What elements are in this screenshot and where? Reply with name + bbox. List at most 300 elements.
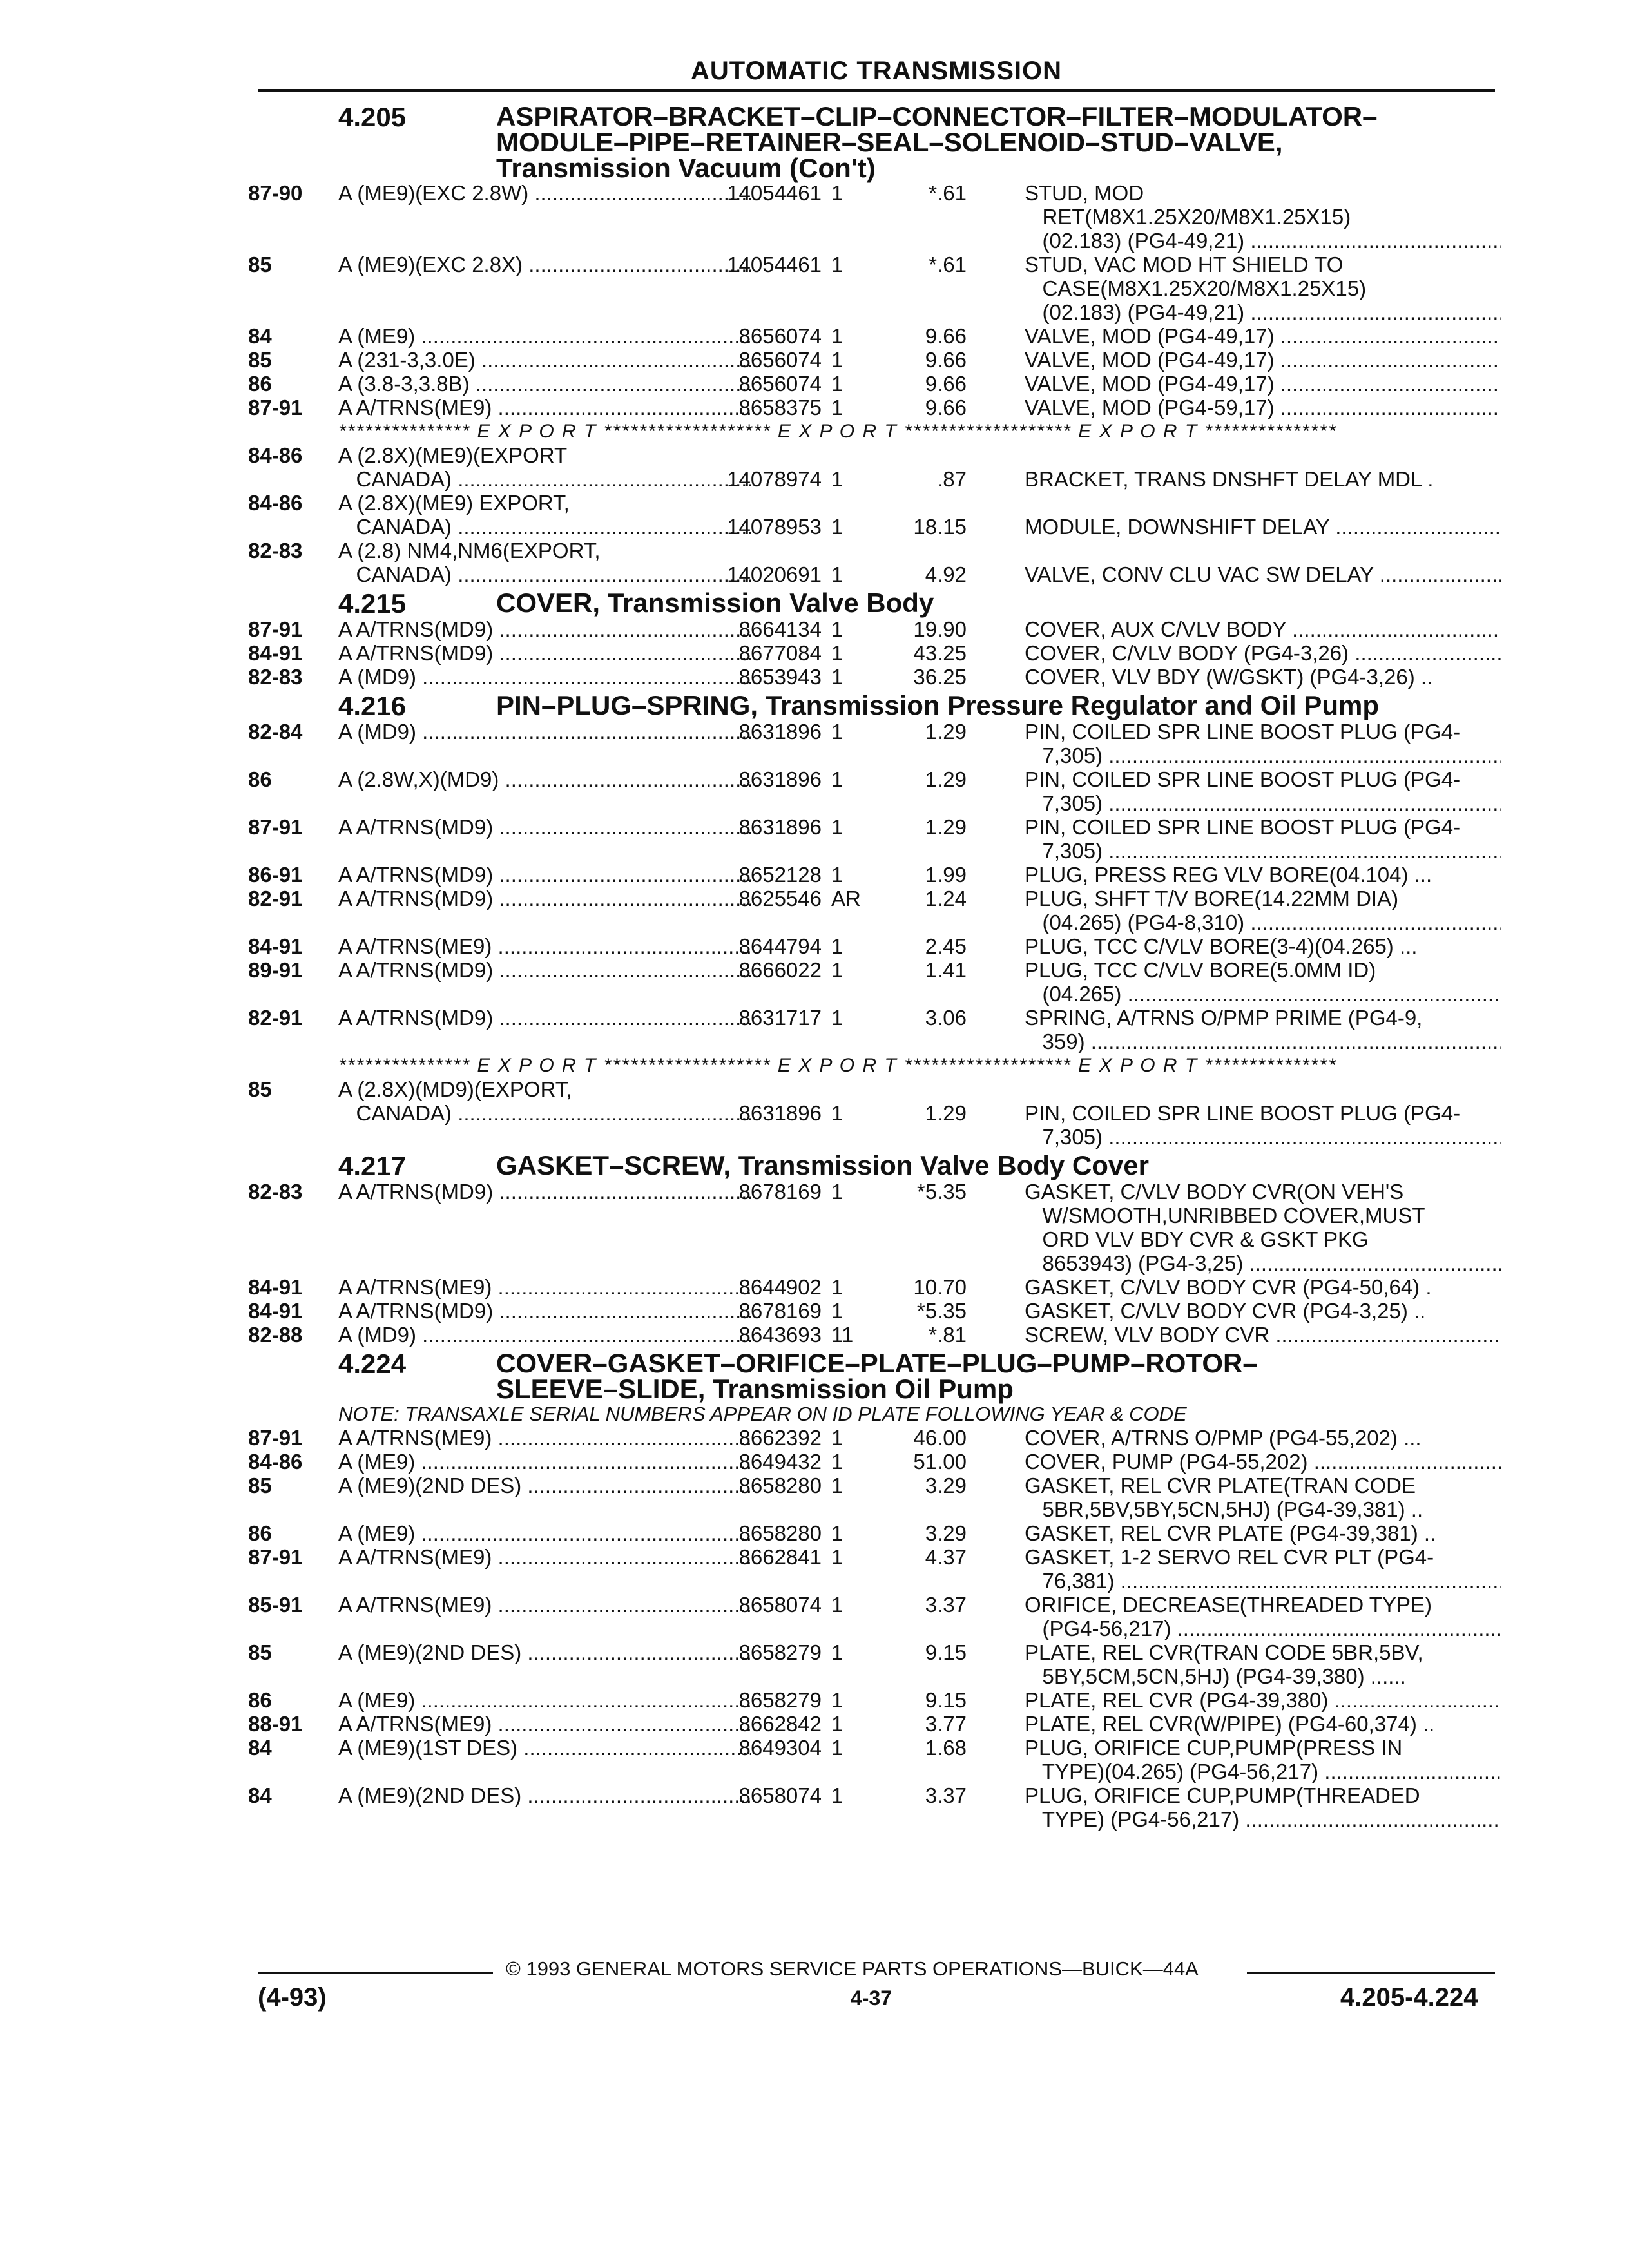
part-number: 8649304: [738, 1736, 822, 1760]
part-row: [248, 1474, 1501, 1497]
part-name: PLUG, SHFT T/V BORE(14.22MM DIA): [1025, 887, 1399, 910]
quantity: 1: [831, 1275, 843, 1299]
footer-date-code: (4-93): [258, 1983, 327, 2012]
part-number: 8631896: [738, 720, 822, 744]
part-row: [248, 1030, 1501, 1053]
model-years: 85-91: [248, 1593, 303, 1617]
section-title-line: COVER–GASKET–ORIFICE–PLATE–PLUG–PUMP–ROTOR–: [496, 1348, 1258, 1378]
price: 18.15: [913, 515, 967, 539]
section-title-line: ASPIRATOR–BRACKET–CLIP–CONNECTOR–FILTER–MODULATOR–: [496, 101, 1378, 131]
part-number: 8656074: [738, 324, 822, 348]
section-title: [496, 1150, 1501, 1180]
application: A A/TRNS(MD9) .....: [338, 1180, 751, 1204]
application: A A/TRNS(MD9) .....: [338, 887, 751, 910]
part-number: 8677084: [738, 641, 822, 665]
part-number: 8656074: [738, 348, 822, 372]
model-years: 84-91: [248, 934, 303, 958]
model-years: 87-91: [248, 396, 303, 419]
part-name: COVER, AUX C/VLV BODY .....: [1025, 617, 1501, 641]
application: A A/TRNS(MD9) .....: [338, 1006, 751, 1030]
part-row: [248, 815, 1501, 839]
part-row: [248, 562, 1501, 586]
part-name: MODULE, DOWNSHIFT DELAY .....: [1025, 515, 1501, 539]
part-name: PLUG, TCC C/VLV BORE(5.0MM ID): [1025, 958, 1376, 982]
price: *5.35: [916, 1299, 967, 1323]
application: A A/TRNS(MD9) .....: [338, 863, 751, 887]
part-row: [248, 863, 1501, 887]
quantity: 1: [831, 665, 843, 689]
quantity: 1: [831, 641, 843, 665]
quantity: 1: [831, 934, 843, 958]
quantity: 1: [831, 515, 843, 539]
price: 51.00: [913, 1450, 967, 1474]
quantity: 1: [831, 1736, 843, 1760]
application: A A/TRNS(ME9) .....: [338, 1593, 751, 1617]
part-number: 14054461: [727, 181, 822, 205]
part-number: 8664134: [738, 617, 822, 641]
model-years: 87-90: [248, 181, 303, 205]
quantity: 1: [831, 1474, 843, 1497]
price: 1.29: [925, 1101, 967, 1125]
part-row: [248, 665, 1501, 689]
footer-rule-right: [1247, 1972, 1495, 1974]
part-number: 8658279: [738, 1640, 822, 1664]
quantity: 1: [831, 1180, 843, 1204]
section-title-line: Transmission Vacuum (Con't): [496, 153, 876, 183]
model-years: 84: [248, 1783, 272, 1807]
model-years: 87-91: [248, 815, 303, 839]
part-row: [248, 887, 1501, 910]
part-row: [248, 791, 1501, 815]
part-name: (PG4-56,217) .....: [1025, 1617, 1501, 1640]
model-years: 82-84: [248, 720, 303, 744]
part-name: W/SMOOTH,UNRIBBED COVER,MUST: [1025, 1204, 1425, 1227]
part-number: 8653943: [738, 665, 822, 689]
part-row: [248, 1299, 1501, 1323]
part-row: [248, 1736, 1501, 1760]
part-row: [248, 1275, 1501, 1299]
section-number: 4.205: [338, 102, 407, 132]
application: A (ME9) .....: [338, 1688, 751, 1712]
part-row: [248, 1712, 1501, 1736]
application: CANADA) .....: [338, 515, 751, 539]
part-row: [248, 539, 1501, 562]
quantity: 1: [831, 1426, 843, 1450]
part-row: [248, 300, 1501, 324]
application: CANADA) .....: [338, 1101, 751, 1125]
application: A (3.8-3,3.8B) .....: [338, 372, 751, 396]
price: 46.00: [913, 1426, 967, 1450]
application: A A/TRNS(ME9) .....: [338, 1275, 751, 1299]
application: CANADA) .....: [338, 467, 751, 491]
part-name: PIN, COILED SPR LINE BOOST PLUG (PG4-: [1025, 815, 1461, 839]
quantity: 1: [831, 720, 843, 744]
quantity: 1: [831, 324, 843, 348]
model-years: 85: [248, 1640, 272, 1664]
quantity: 1: [831, 958, 843, 982]
part-name: VALVE, MOD (PG4-49,17) .....: [1025, 348, 1501, 372]
model-years: 84-86: [248, 1450, 303, 1474]
application: A (ME9) .....: [338, 324, 751, 348]
application: A (ME9) .....: [338, 1450, 751, 1474]
price: 3.77: [925, 1712, 967, 1736]
part-row: [248, 324, 1501, 348]
part-name: COVER, A/TRNS O/PMP (PG4-55,202) ...: [1025, 1426, 1422, 1450]
export-divider: *************** E X P O R T ******************* E X P O R T ******************* E X P O R T ***************: [338, 421, 1337, 442]
quantity: 1: [831, 348, 843, 372]
part-number: 8678169: [738, 1180, 822, 1204]
footer-rule-left: [258, 1972, 493, 1974]
application: A (2.8X)(ME9) EXPORT,: [338, 491, 570, 515]
model-years: 84-86: [248, 443, 303, 467]
price: 3.06: [925, 1006, 967, 1030]
application: A A/TRNS(MD9) .....: [338, 958, 751, 982]
quantity: 1: [831, 467, 843, 491]
part-row: [248, 1640, 1501, 1664]
application: A A/TRNS(ME9) .....: [338, 1426, 751, 1450]
price: 3.29: [925, 1521, 967, 1545]
application: A A/TRNS(MD9) .....: [338, 617, 751, 641]
section-note: NOTE: TRANSAXLE SERIAL NUMBERS APPEAR ON ID PLATE FOLLOWING YEAR & CODE: [338, 1403, 1187, 1425]
part-number: 8625546: [738, 887, 822, 910]
quantity: 1: [831, 767, 843, 791]
part-number: 8631717: [738, 1006, 822, 1030]
part-row: [248, 934, 1501, 958]
application: A (2.8W,X)(MD9) .....: [338, 767, 751, 791]
application: A A/TRNS(ME9) .....: [338, 1545, 751, 1569]
part-row: [248, 1664, 1501, 1688]
part-row: [248, 1593, 1501, 1617]
section-title: [496, 101, 1501, 183]
part-number: 8631896: [738, 1101, 822, 1125]
quantity: 1: [831, 253, 843, 276]
price: 9.66: [925, 324, 967, 348]
part-row: [248, 1569, 1501, 1593]
part-name: SPRING, A/TRNS O/PMP PRIME (PG4-9,: [1025, 1006, 1423, 1030]
part-number: 8631896: [738, 767, 822, 791]
application: A (ME9)(EXC 2.8W) .....: [338, 181, 751, 205]
quantity: 11: [831, 1323, 854, 1347]
application: A (231-3,3.0E) .....: [338, 348, 751, 372]
part-row: [248, 467, 1501, 491]
part-name: 7,305) .....: [1025, 791, 1501, 815]
part-name: VALVE, MOD (PG4-59,17) .....: [1025, 396, 1501, 419]
part-row: [248, 617, 1501, 641]
application: A (2.8X)(MD9)(EXPORT,: [338, 1077, 572, 1101]
export-divider: *************** E X P O R T ******************* E X P O R T ******************* E X P O R T ***************: [338, 1055, 1337, 1076]
price: 19.90: [913, 617, 967, 641]
part-name: GASKET, 1-2 SERVO REL CVR PLT (PG4-: [1025, 1545, 1434, 1569]
part-row: [248, 1180, 1501, 1204]
application: A (ME9)(2ND DES) .....: [338, 1783, 751, 1807]
part-row: [248, 1783, 1501, 1807]
application: A (MD9) .....: [338, 665, 751, 689]
quantity: 1: [831, 863, 843, 887]
running-head: AUTOMATIC TRANSMISSION: [690, 57, 1063, 85]
price: 43.25: [913, 641, 967, 665]
model-years: 82-83: [248, 1180, 303, 1204]
price: 1.68: [925, 1736, 967, 1760]
part-name: PLUG, ORIFICE CUP,PUMP(THREADED: [1025, 1783, 1420, 1807]
part-name: 5BR,5BV,5BY,5CN,5HJ) (PG4-39,381) ..: [1025, 1497, 1423, 1521]
price: *.81: [929, 1323, 967, 1347]
part-number: 8658279: [738, 1688, 822, 1712]
quantity: 1: [831, 1783, 843, 1807]
model-years: 86-91: [248, 863, 303, 887]
quantity: 1: [831, 1299, 843, 1323]
model-years: 84-91: [248, 641, 303, 665]
part-row: [248, 372, 1501, 396]
section-heading: [248, 1150, 1501, 1181]
part-row: [248, 744, 1501, 767]
model-years: 82-91: [248, 1006, 303, 1030]
section-title-line: GASKET–SCREW, Transmission Valve Body Cover: [496, 1150, 1149, 1180]
quantity: 1: [831, 617, 843, 641]
section-title: [496, 590, 1501, 616]
part-row: [248, 276, 1501, 300]
part-number: 8649432: [738, 1450, 822, 1474]
section-heading: [248, 590, 1501, 617]
application: A (ME9)(1ST DES) .....: [338, 1736, 751, 1760]
header-rule: [258, 89, 1495, 92]
part-name: ORIFICE, DECREASE(THREADED TYPE): [1025, 1593, 1432, 1617]
quantity: 1: [831, 1101, 843, 1125]
part-name: PLUG, PRESS REG VLV BORE(04.104) ...: [1025, 863, 1432, 887]
part-number: 8658280: [738, 1474, 822, 1497]
model-years: 89-91: [248, 958, 303, 982]
part-row: [248, 1077, 1501, 1101]
price: 9.15: [925, 1640, 967, 1664]
part-name: TYPE) (PG4-56,217) .....: [1025, 1807, 1501, 1831]
quantity: 1: [831, 562, 843, 586]
part-name: GASKET, REL CVR PLATE (PG4-39,381) ..: [1025, 1521, 1436, 1545]
part-name: 5BY,5CM,5CN,5HJ) (PG4-39,380) ......: [1025, 1664, 1406, 1688]
section-title: [496, 1350, 1501, 1402]
part-number: 8658280: [738, 1521, 822, 1545]
part-name: 8653943) (PG4-3,25) .....: [1025, 1251, 1501, 1275]
model-years: 82-88: [248, 1323, 303, 1347]
part-name: BRACKET, TRANS DNSHFT DELAY MDL .: [1025, 467, 1434, 491]
quantity: 1: [831, 372, 843, 396]
part-row: [248, 1101, 1501, 1125]
application: CANADA) .....: [338, 562, 751, 586]
quantity: 1: [831, 1521, 843, 1545]
part-row: [248, 1323, 1501, 1347]
model-years: 85: [248, 253, 272, 276]
part-row: [248, 910, 1501, 934]
price: 9.66: [925, 396, 967, 419]
section-title-line: PIN–PLUG–SPRING, Transmission Pressure Regulator and Oil Pump: [496, 690, 1380, 720]
part-name: VALVE, MOD (PG4-49,17) .....: [1025, 324, 1501, 348]
model-years: 86: [248, 767, 272, 791]
part-row: [248, 1006, 1501, 1030]
part-row: [248, 396, 1501, 419]
section-number: 4.215: [338, 588, 407, 619]
price: 3.29: [925, 1474, 967, 1497]
model-years: 82-83: [248, 665, 303, 689]
price: 1.29: [925, 720, 967, 744]
part-row: [248, 1807, 1501, 1831]
part-name: RET(M8X1.25X20/M8X1.25X15): [1025, 205, 1351, 229]
application: A (ME9)(2ND DES) .....: [338, 1640, 751, 1664]
application: A (2.8) NM4,NM6(EXPORT,: [338, 539, 601, 562]
part-number: 14020691: [727, 562, 822, 586]
part-number: 8656074: [738, 372, 822, 396]
footer-page-number: 4-37: [851, 1986, 892, 2010]
part-name: 76,381) .....: [1025, 1569, 1501, 1593]
section-heading: [248, 1350, 1501, 1402]
price: .87: [937, 467, 967, 491]
part-row: [248, 1688, 1501, 1712]
section-heading: [248, 101, 1501, 183]
parts-list: [248, 100, 1501, 1831]
part-row: [248, 1497, 1501, 1521]
part-name: 359) .....: [1025, 1030, 1501, 1053]
price: 1.24: [925, 887, 967, 910]
part-number: 8644794: [738, 934, 822, 958]
part-row: [248, 958, 1501, 982]
model-years: 86: [248, 1521, 272, 1545]
part-name: ORD VLV BDY CVR & GSKT PKG: [1025, 1227, 1369, 1251]
application: A A/TRNS(MD9) .....: [338, 815, 751, 839]
part-name: (02.183) (PG4-49,21) .....: [1025, 300, 1501, 324]
application: A (MD9) .....: [338, 1323, 751, 1347]
application: A A/TRNS(ME9) .....: [338, 934, 751, 958]
application: A A/TRNS(MD9) .....: [338, 641, 751, 665]
application: A (ME9)(EXC 2.8X) .....: [338, 253, 751, 276]
model-years: 84-91: [248, 1299, 303, 1323]
part-name: GASKET, C/VLV BODY CVR (PG4-3,25) ..: [1025, 1299, 1426, 1323]
application: A (ME9) .....: [338, 1521, 751, 1545]
part-row: [248, 181, 1501, 205]
part-name: COVER, VLV BDY (W/GSKT) (PG4-3,26) ..: [1025, 665, 1433, 689]
part-name: (04.265) .....: [1025, 982, 1501, 1006]
quantity: 1: [831, 1545, 843, 1569]
model-years: 85: [248, 348, 272, 372]
part-name: GASKET, C/VLV BODY CVR (PG4-50,64) .: [1025, 1275, 1432, 1299]
part-number: 8658074: [738, 1593, 822, 1617]
part-name: PLATE, REL CVR(TRAN CODE 5BR,5BV,: [1025, 1640, 1423, 1664]
part-name: GASKET, REL CVR PLATE(TRAN CODE: [1025, 1474, 1416, 1497]
model-years: 86: [248, 372, 272, 396]
part-number: 8631896: [738, 815, 822, 839]
section-title: [496, 690, 1501, 720]
model-years: 84: [248, 324, 272, 348]
part-number: 8662841: [738, 1545, 822, 1569]
quantity: 1: [831, 396, 843, 419]
part-name: TYPE)(04.265) (PG4-56,217) .....: [1025, 1760, 1501, 1783]
footer-copyright: © 1993 GENERAL MOTORS SERVICE PARTS OPERATIONS—BUICK—44A: [506, 1957, 1199, 1980]
part-number: 8658074: [738, 1783, 822, 1807]
part-row: [248, 443, 1501, 467]
part-name: 7,305) .....: [1025, 1125, 1501, 1149]
part-row: [248, 229, 1501, 253]
part-number: 14054461: [727, 253, 822, 276]
application: A (MD9) .....: [338, 720, 751, 744]
price: 4.92: [925, 562, 967, 586]
part-number: 8666022: [738, 958, 822, 982]
quantity: 1: [831, 1712, 843, 1736]
section-title-line: MODULE–PIPE–RETAINER–SEAL–SOLENOID–STUD–VALVE,: [496, 127, 1283, 157]
application: A (ME9)(2ND DES) .....: [338, 1474, 751, 1497]
part-row: [248, 839, 1501, 863]
part-row: [248, 1125, 1501, 1149]
price: 1.41: [925, 958, 967, 982]
price: 3.37: [925, 1783, 967, 1807]
part-row: [248, 1450, 1501, 1474]
quantity: 1: [831, 1006, 843, 1030]
part-name: 7,305) .....: [1025, 839, 1501, 863]
part-number: 14078953: [727, 515, 822, 539]
quantity: 1: [831, 181, 843, 205]
footer-section-range: 4.205-4.224: [1340, 1983, 1478, 2012]
part-name: GASKET, C/VLV BODY CVR(ON VEH'S: [1025, 1180, 1404, 1204]
price: 3.37: [925, 1593, 967, 1617]
part-name: PIN, COILED SPR LINE BOOST PLUG (PG4-: [1025, 720, 1461, 744]
price: 4.37: [925, 1545, 967, 1569]
model-years: 84-91: [248, 1275, 303, 1299]
part-name: PIN, COILED SPR LINE BOOST PLUG (PG4-: [1025, 767, 1461, 791]
part-number: 14078974: [727, 467, 822, 491]
price: 2.45: [925, 934, 967, 958]
section-number: 4.216: [338, 691, 407, 721]
part-name: COVER, PUMP (PG4-55,202) .....: [1025, 1450, 1501, 1474]
part-row: [248, 641, 1501, 665]
part-number: 8658375: [738, 396, 822, 419]
price: 9.66: [925, 348, 967, 372]
part-row: [248, 1617, 1501, 1640]
part-name: (02.183) (PG4-49,21) .....: [1025, 229, 1501, 253]
part-row: [248, 982, 1501, 1006]
price: *.61: [929, 181, 967, 205]
price: *5.35: [916, 1180, 967, 1204]
application: A A/TRNS(ME9) .....: [338, 1712, 751, 1736]
model-years: 86: [248, 1688, 272, 1712]
part-row: [248, 253, 1501, 276]
part-name: PLATE, REL CVR(W/PIPE) (PG4-60,374) ..: [1025, 1712, 1435, 1736]
part-name: COVER, C/VLV BODY (PG4-3,26) .....: [1025, 641, 1501, 665]
part-name: 7,305) .....: [1025, 744, 1501, 767]
part-name: PIN, COILED SPR LINE BOOST PLUG (PG4-: [1025, 1101, 1461, 1125]
price: 36.25: [913, 665, 967, 689]
part-name: STUD, MOD: [1025, 181, 1144, 205]
part-name: PLUG, TCC C/VLV BORE(3-4)(04.265) ...: [1025, 934, 1418, 958]
part-name: VALVE, MOD (PG4-49,17) .....: [1025, 372, 1501, 396]
model-years: 85: [248, 1474, 272, 1497]
section-number: 4.224: [338, 1349, 407, 1379]
model-years: 87-91: [248, 617, 303, 641]
model-years: 84-86: [248, 491, 303, 515]
part-row: [248, 1251, 1501, 1275]
model-years: 82-83: [248, 539, 303, 562]
model-years: 82-91: [248, 887, 303, 910]
part-number: 8644902: [738, 1275, 822, 1299]
part-name: SCREW, VLV BODY CVR .....: [1025, 1323, 1501, 1347]
price: *.61: [929, 253, 967, 276]
model-years: 84: [248, 1736, 272, 1760]
part-row: [248, 1204, 1501, 1227]
part-name: PLUG, ORIFICE CUP,PUMP(PRESS IN: [1025, 1736, 1403, 1760]
application: A A/TRNS(MD9) .....: [338, 1299, 751, 1323]
model-years: 87-91: [248, 1426, 303, 1450]
quantity: AR: [831, 887, 861, 910]
part-name: (04.265) (PG4-8,310) .....: [1025, 910, 1501, 934]
model-years: 88-91: [248, 1712, 303, 1736]
part-number: 8678169: [738, 1299, 822, 1323]
part-row: [248, 1521, 1501, 1545]
part-number: 8643693: [738, 1323, 822, 1347]
part-number: 8652128: [738, 863, 822, 887]
